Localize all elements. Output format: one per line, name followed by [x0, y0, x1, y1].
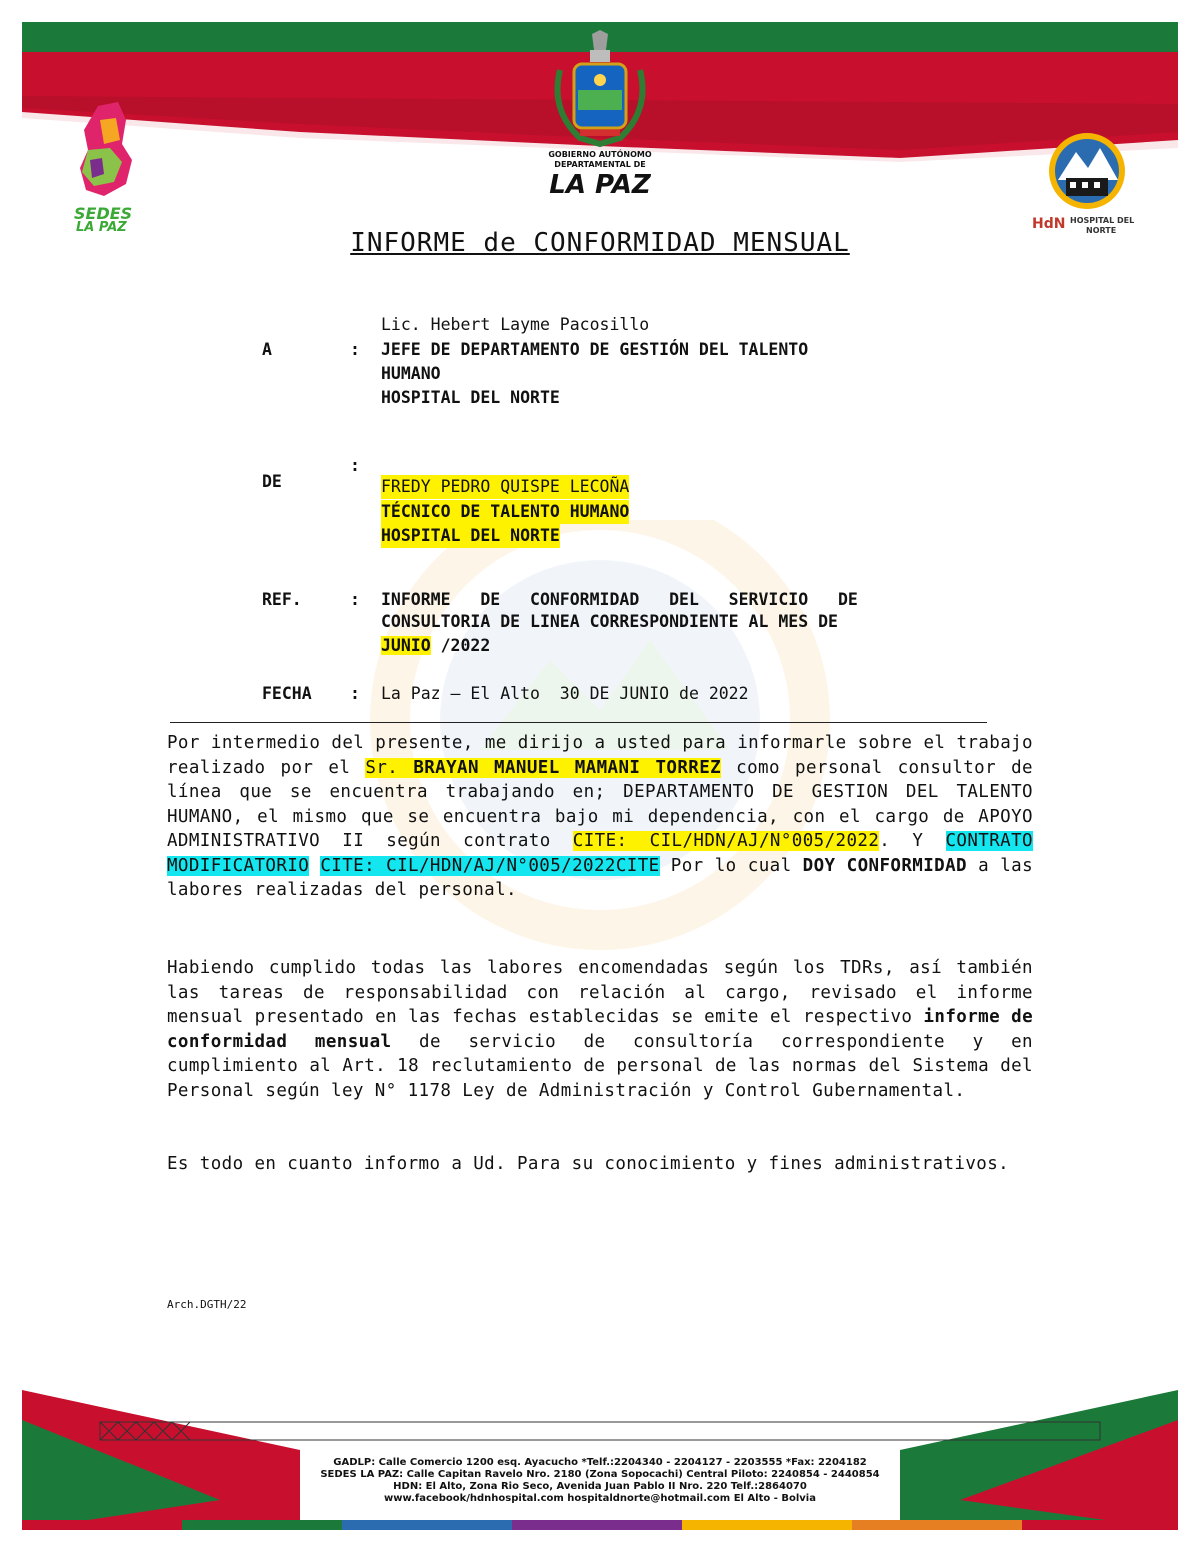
hospital-logo-name2: NORTE: [1086, 226, 1117, 235]
paragraph-2: [167, 956, 1033, 1103]
paragraph-3: Es todo en cuanto informo a Ud. Para su conocimiento y fines administrativos.: [167, 1154, 1010, 1174]
footer-contact: [240, 1457, 960, 1505]
to-label: A: [262, 340, 272, 359]
footer-line-4: www.facebook/hdnhospital.com hospitaldnorte@hotmail.com El Alto - Bolvia: [384, 1493, 816, 1504]
to-colon: :: [350, 340, 360, 359]
sedes-logo-line1: SEDES: [74, 204, 133, 223]
p2-text-b: de servicio de consultoría correspondiente y en cumplimiento al Art. 18 reclutamiento de personal de las normas del Sistema del Personal según ley N° 1178 Ley de Administración y Control Gubernamental.: [167, 1031, 1033, 1101]
p2-bold: informe de conformidad mensual: [167, 1007, 1033, 1052]
p1-text-a: Por intermedio del presente, me dirijo a usted para informarle sobre el trabajo realizado por el: [167, 733, 1033, 778]
to-position-line2: HUMANO: [381, 364, 441, 383]
sedes-logo-line2: LA PAZ: [76, 220, 127, 235]
p1-text-e: Por lo cual: [659, 855, 803, 876]
hospital-logo-initials: HdN: [1032, 216, 1066, 232]
separator-line: [170, 722, 987, 723]
date-colon: :: [350, 684, 360, 703]
ref-line2: CONSULTORIA DE LINEA CORRESPONDIENTE AL MES DE: [381, 612, 838, 631]
gov-coat-of-arms: [540, 30, 660, 210]
gov-logo-line3: LA PAZ: [549, 170, 651, 200]
hospital-logo-name1: HOSPITAL DEL: [1070, 216, 1135, 225]
coat-of-arms-icon: [540, 30, 660, 148]
p1-cite-2: CITE: CIL/HDN/AJ/N°005/2022CITE: [320, 855, 660, 876]
p1-person-name: BRAYAN MANUEL MAMANI TORREZ: [413, 757, 722, 778]
to-name: Lic. Hebert Layme Pacosillo: [381, 315, 650, 334]
footer-line-1: GADLP: Calle Comercio 1200 esq. Ayacucho *Telf.:2204340 - 2204127 - 2203555 *Fax: 2204182: [333, 1457, 867, 1468]
gov-logo-line2: DEPARTAMENTAL DE: [554, 160, 646, 169]
paragraph-1: [167, 731, 1033, 903]
p2-text-a: Habiendo cumplido todas las labores encomendadas según los TDRs, así también las tareas de responsabilidad con relación al cargo, revisado el informe mensual presentado en las fechas establecidas se emite el respectivo: [167, 958, 1033, 1027]
sedes-logo: [70, 100, 140, 240]
from-position: TÉCNICO DE TALENTO HUMANO: [381, 500, 629, 524]
p1-honorific: Sr.: [365, 757, 414, 778]
ref-colon: :: [350, 590, 360, 609]
ref-month: JUNIO: [381, 636, 431, 655]
ref-line1: INFORME DE CONFORMIDAD DEL SERVICIO DE: [381, 590, 858, 609]
hospital-logo: [1030, 130, 1140, 240]
sedes-map-icon: [70, 100, 140, 200]
p1-text-d: [309, 856, 320, 876]
from-label: DE: [262, 472, 282, 491]
ref-label: REF.: [262, 590, 302, 609]
hospital-emblem-icon: [1042, 130, 1132, 212]
p1-cite-1: CITE: CIL/HDN/AJ/N°005/2022: [572, 831, 880, 851]
archive-reference: Arch.DGTH/22: [167, 1298, 247, 1311]
date-label: FECHA: [262, 684, 312, 703]
document-title: INFORME de CONFORMIDAD MENSUAL: [350, 228, 850, 258]
footer-line-3: HDN: El Alto, Zona Rio Seco, Avenida Juan Pablo II Nro. 220 Telf.:2864070: [393, 1481, 807, 1492]
p1-contract-modification: CONTRATO MODIFICATORIO: [167, 831, 1033, 876]
p1-text-c: . Y: [879, 831, 946, 851]
ref-year: /2022: [430, 636, 491, 655]
from-institution: HOSPITAL DEL NORTE: [381, 524, 560, 548]
date-value: La Paz – El Alto 30 DE JUNIO de 2022: [381, 684, 749, 703]
to-position-line1: JEFE DE DEPARTAMENTO DE GESTIÓN DEL TALENTO: [381, 340, 809, 359]
p1-conformity-bold: DOY CONFORMIDAD: [802, 855, 967, 876]
from-colon: :: [350, 456, 360, 475]
footer-line-2: SEDES LA PAZ: Calle Capitan Ravelo Nro. 2180 (Zona Sopocachi) Central Piloto: 2240854 - 2440854: [320, 1469, 880, 1480]
gov-logo-line1: GOBIERNO AUTÓNOMO: [548, 150, 652, 159]
ref-line3: [381, 634, 490, 658]
to-institution: HOSPITAL DEL NORTE: [381, 388, 560, 407]
p1-text-b: como personal consultor de línea que se encuentra trabajando en; DEPARTAMENTO DE GESTION DEL TALENTO HUMANO, el mismo que se encuentra bajo mi dependencia, con el cargo de APOYO ADMINISTRATIVO II según contrato: [167, 757, 1033, 851]
from-name: FREDY PEDRO QUISPE LECOÑA: [381, 475, 629, 499]
p1-text-f: a las labores realizadas del personal.: [167, 855, 1034, 900]
